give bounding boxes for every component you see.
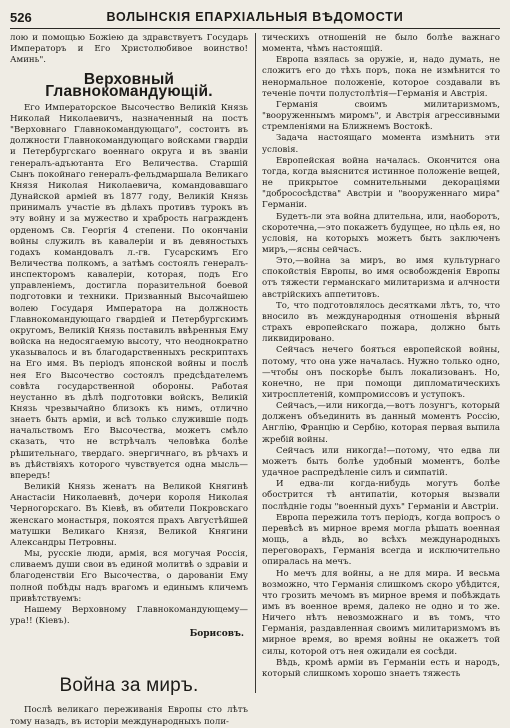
article-paragraph: Вѣдь, кромѣ арміи въ Германіи есть и народъ, который слишкомъ хорошо знаетъ тяжесть bbox=[262, 657, 500, 679]
article-paragraph: И едва-ли когда-нибудь могутъ болѣе обострится тѣ антипатіи, которыя вызвали послѣдніе годы "военный духъ" Германіи и Австріи. bbox=[262, 479, 500, 512]
article-paragraph: Европа взялась за оружіе, и, надо думать, не сложитъ его до тѣхъ поръ, пока не измѣнится то ненормальное положеніе, которое создавали въ теченіе почти полустолѣтія—Германія и Австрія. bbox=[262, 55, 500, 99]
article-title-war: Война за миръ. bbox=[59, 675, 199, 697]
right-column bbox=[262, 33, 500, 680]
article-paragraph: Нашему Верховному Главнокомандующему—ура!! (Кіевъ). bbox=[10, 604, 248, 626]
left-column bbox=[10, 33, 248, 728]
article-paragraph: Мы, русскіе люди, армія, вся могучая Россія, сливаемъ души свои въ единой молитвѣ о здравіи и благоденствіи Его Высочества, о дарованіи Ему полной побѣды надъ врагомъ и единымъ кличемъ привѣтствуемъ: bbox=[10, 549, 248, 604]
intro-paragraph: лою и помощью Божіею да здравствуетъ Государь Императоръ и Его Христолюбивое воинство! Аминь". bbox=[10, 33, 248, 66]
article-paragraph: Европейская война началась. Окончится она тогда, когда выяснится истинное положеніе вещей, не прикрытое сомнительными декораціями "добрососѣдства" Австріи и "вооруженнаго мира" Германіи. bbox=[262, 155, 500, 211]
article-paragraph: тическихъ отношеній не было болѣе важнаго момента, чѣмъ настоящій. bbox=[262, 33, 500, 55]
article-paragraph: Задача настоящаго момента измѣнить эти условія. bbox=[262, 133, 500, 155]
page-header bbox=[10, 6, 500, 29]
column-divider bbox=[255, 33, 256, 693]
article-title-commander: Верховный Главнокомандующій. bbox=[45, 71, 213, 100]
article-paragraph: Сейчасъ нечего бояться европейской войны, потому, что она уже началась. Нужно только одно,—чтобы онъ поскорѣе былъ локализованъ. Но, конечно, не при помощи дипломатическихъ хитросплетеній, компромиссовъ и уступокъ. bbox=[262, 345, 500, 400]
running-title: ВОЛЫНСКІЯ ЕПАРХІАЛЬНЫЯ ВѢДОМОСТИ bbox=[106, 10, 404, 24]
article-paragraph: Сейчасъ или никогда!—потому, что едва ли можетъ быть болѣе удобный моментъ, болѣе удачное распредѣленіе силъ и симпатій. bbox=[262, 445, 500, 479]
article-paragraph: Германія своимъ милитаризмомъ, "вооруженнымъ миромъ", и Австрія агрессивными стремленіями на Ближнемъ Востокѣ. bbox=[262, 99, 500, 133]
article-signature: Борисовъ. bbox=[189, 629, 244, 640]
article-paragraph: Будетъ-ли эта война длительна, или, наоборотъ, скоротечна,—это покажетъ будущее, но цѣль ея, но условія, на которыхъ можетъ быть заключенъ миръ,—ясны сейчасъ. bbox=[262, 211, 500, 255]
article-paragraph: Это,—война за миръ, во имя культурнаго спокойствія Европы, во имя освобожденія Европы отъ тяжести германскаго милитаризма и алчности австрійскихъ аппетитовъ. bbox=[262, 256, 500, 300]
article-paragraph: Но мечъ для войны, а не для мира. И весьма возможно, что Германія слишкомъ скоро убѣдится, что грозить мечомъ въ мирное время и побѣждать имъ въ военное время, далеко не одно и то же. Ничего нѣтъ невозможнаго и въ томъ, что Германія, раздавленная своимъ милитаризмомъ въ мирное время, во время войны не окажетъ той силы, которой отъ нея ожидали ея сосѣди. bbox=[262, 568, 500, 657]
article-paragraph: Сейчасъ,—или никогда,—вотъ лозунгъ, который долженъ объединить въ данный моментъ Россію, Англію, Францію и Сербію, которая первая выпила жребій войны. bbox=[262, 401, 500, 445]
article-paragraph: Европа пережила тотъ періодъ, когда вопросъ о перевѣсѣ въ мирное время могла рѣшать военная мощь, а вѣдь, во всѣхъ международныхъ переговорахъ, Германія всегда и исключительно опиралась на мечъ. bbox=[262, 512, 500, 568]
page-number: 526 bbox=[10, 9, 32, 25]
article-paragraph: Послѣ великаго переживанія Европы сто лѣтъ тому назадъ, въ исторіи международныхъ поли- bbox=[10, 705, 248, 727]
article-paragraph: Его Императорское Высочество Великій Князь Николай Николаевичъ, назначенный на постъ "Верховнаго Главнокомандующаго", состоитъ въ должности Главнокомандующаго войсками гвардіи и Петербургскаго военнаго округа и въ званіи генералъ-адъютанта Его Величества. Старшій Сынъ покойнаго генералъ-фельдмаршала Великаго Князя Николая Николаевича, командовавшаго Дунайской арміей въ 1877 году, Великій Князь принималъ участіе въ дѣлахъ противъ турокъ въ эту войну и за мужество и храбрость награжденъ орденомъ Св. Георгія 4 степени. По окончаніи войны служилъ въ кавалеріи и въ девяностыхъ годахъ командовалъ л.-гв. Гусарскимъ Его Величества полкомъ, а затѣмъ состоялъ генералъ-инспекторомъ кавалеріи, которая, подъ Его управленіемъ, достигла поразительной боевой подготовки и техники. Призванный Высочайшею волею Государя Императора на должность Главнокомандующаго гвардіей и Петербургскимъ округомъ, Великій Князь поставилъ ввѣренныя Ему войска на недосягаемую высоту, что неоднократно указывалось и въ благодарственныхъ рескриптахъ на Его имя. Въ періодъ японской войны и послѣ нея Его Высочество состоялъ предсѣдателемъ совѣта государственной обороны. Работая неустанно въ дѣлѣ подготовки войскъ, Великій Князь чрезвычайно близокъ къ нимъ, отлично знаетъ быть арміи, и всѣ только служившіе подъ начальствомъ Его Высочества, можетъ смѣло сказать, что не встрѣчалъ человѣка болѣе рѣшительнаго, твердаго. энергичнаго, въ рѣчахъ и въ дѣйствіяхъ которого чувствуется одна мысль—впередъ! bbox=[10, 102, 248, 481]
article-paragraph: Великій Князь женатъ на Великой Княгинѣ Анастасіи Николаевнѣ, дочери короля Николая Черногорскаго. Въ Кіевѣ, въ обители Покровскаго женскаго монастыря, покоятся прахъ Августѣйшей матушки Великаго Князя, Великой Княгини Александры Петровны. bbox=[10, 482, 248, 548]
article-paragraph: То, что подготовлялось десятками лѣтъ, то, что вносило въ международныя отношенія вѣрный страхъ европейскаго пожара, должно быть ликвидировано. bbox=[262, 300, 500, 345]
